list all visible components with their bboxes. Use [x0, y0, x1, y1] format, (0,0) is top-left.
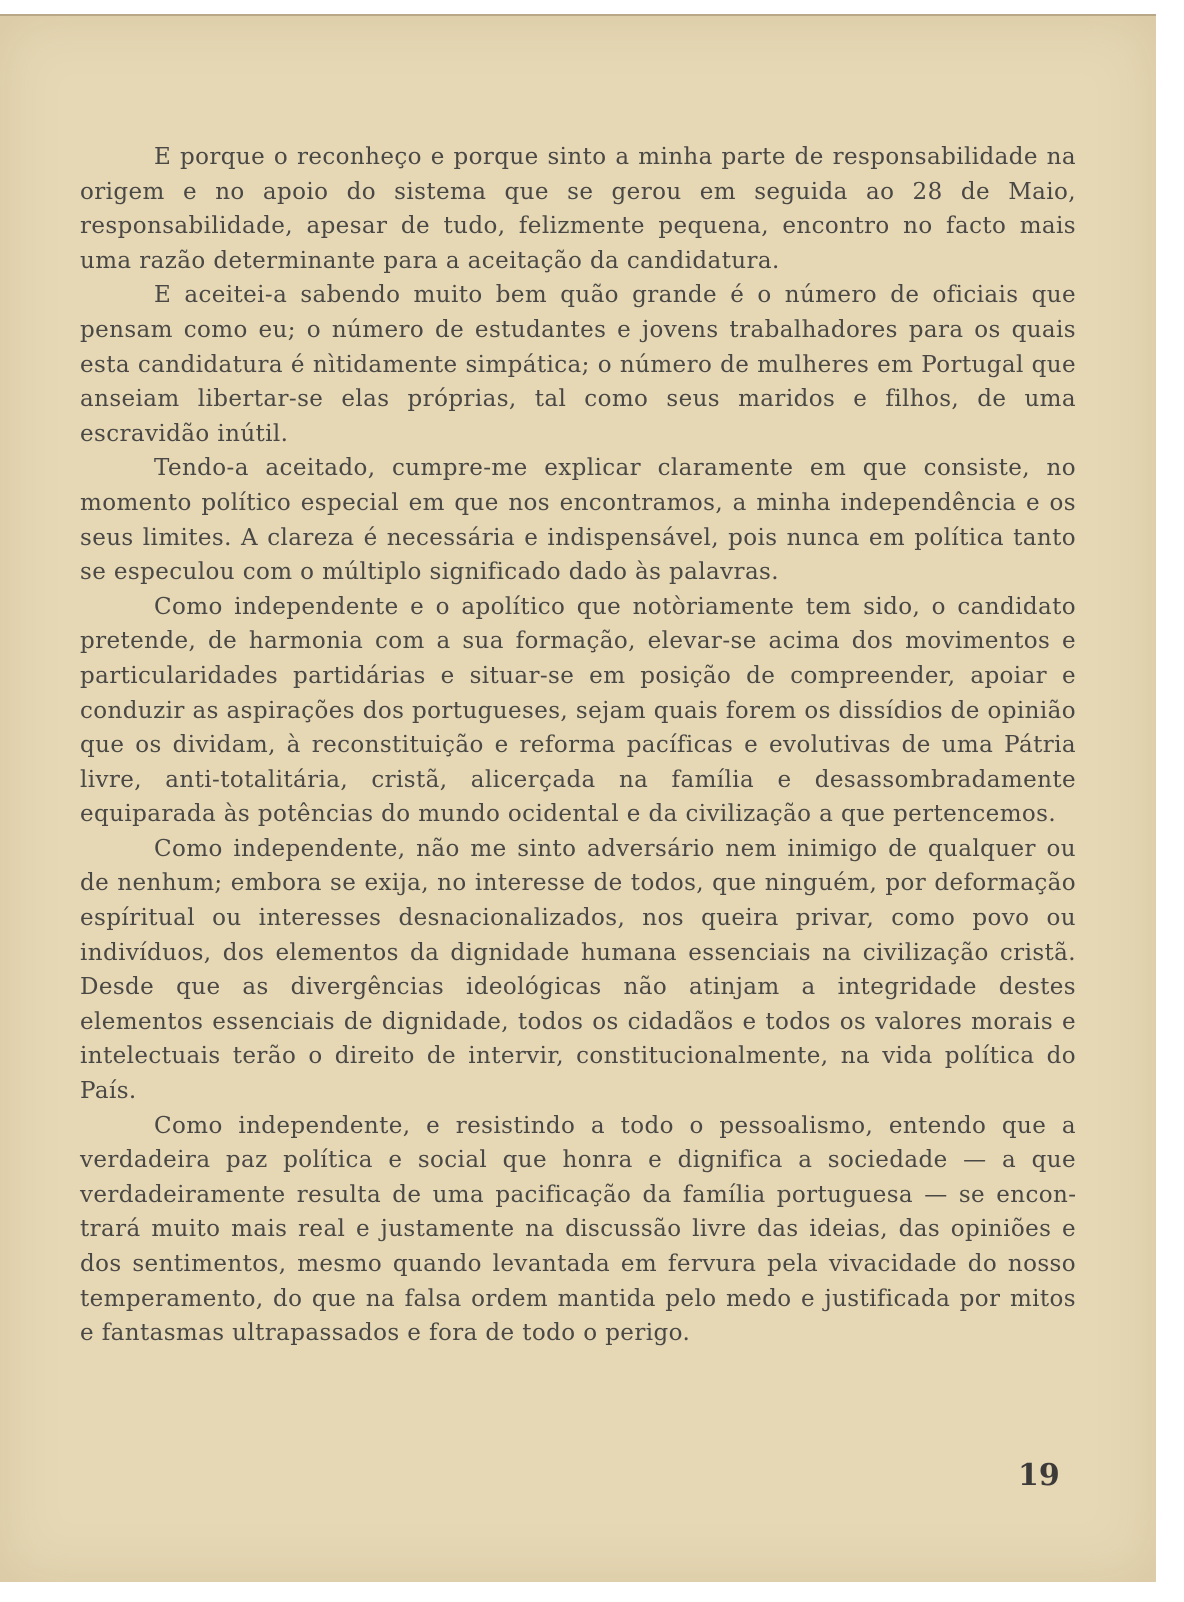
- paragraph-5: Como independente, não me sinto adversário nem inimigo de qualquer ou de nenhum; embora se exija, no interesse de todos, que ninguém, por deformação espíritual ou interesses desnacionalizados, nos queira privar, como povo ou indivíduos, dos elementos da dignidade humana essenciais na civilização cristã. Desde que as divergências ideológicas não atinjam a integridade destes elementos essenciais de dignidade, todos os cidadãos e todos os valores morais e intelectuais terão o direito de intervir, constitucionalmente, na vida política do País.: [80, 835, 1076, 1105]
- page-number: 19: [1018, 1458, 1060, 1493]
- paragraph-3: Tendo-a aceitado, cumpre-me explicar claramente em que consiste, no momento político especial em que nos encontramos, a minha independência e os seus limites. A clareza é necessária e indispensável, pois nunca em política tanto se especulou com o múltiplo significado dado às palavras.: [80, 455, 1076, 586]
- paragraph-4: Como independente e o apolítico que notòriamente tem sido, o candidato pretende, de harmonia com a sua formação, elevar-se acima dos movimentos e particularidades partidárias e situar-se em posição de compreender, apoiar e conduzir as aspirações dos portugueses, sejam quais forem os dissídios de opinião que os dividam, à reconstituição e reforma pacíficas e evolutivas de uma Pátria livre, anti-totalitária, cristã, alicerçada na família e desassombradamente equiparada às potências do mundo ocidental e da civilização a que pertencemos.: [80, 593, 1076, 828]
- paragraph-6: Como independente, e resistindo a todo o pessoalismo, entendo que a verdadeira paz política e social que honra e dignifica a sociedade — a que verdadeiramente resulta de uma pacificação da família portuguesa — se encontrará muito mais real e justamente na discussão livre das ideias, das opiniões e dos sentimentos, mesmo quando levantada em fervura pela vivacidade do nosso temperamento, do que na falsa ordem mantida pelo medo e justificada por mitos e fantasmas ultrapassados e fora de todo o perigo.: [80, 1112, 1076, 1347]
- paragraph-2: E aceitei-a sabendo muito bem quão grande é o número de oficiais que pensam como eu; o número de estudantes e jovens trabalhadores para os quais esta candidatura é nìtidamente simpática; o número de mulheres em Portugal que anseiam libertar-se elas próprias, tal como seus maridos e filhos, de uma escravidão inútil.: [80, 282, 1076, 447]
- paragraph-1: E porque o reconheço e porque sinto a minha parte de responsabilidade na origem e no apoio do sistema que se gerou em seguida ao 28 de Maio, responsabilidade, apesar de tudo, felizmente pequena, encontro no facto mais uma razão determinante para a aceitação da candidatura.: [80, 144, 1076, 274]
- body-text: [80, 140, 1076, 1351]
